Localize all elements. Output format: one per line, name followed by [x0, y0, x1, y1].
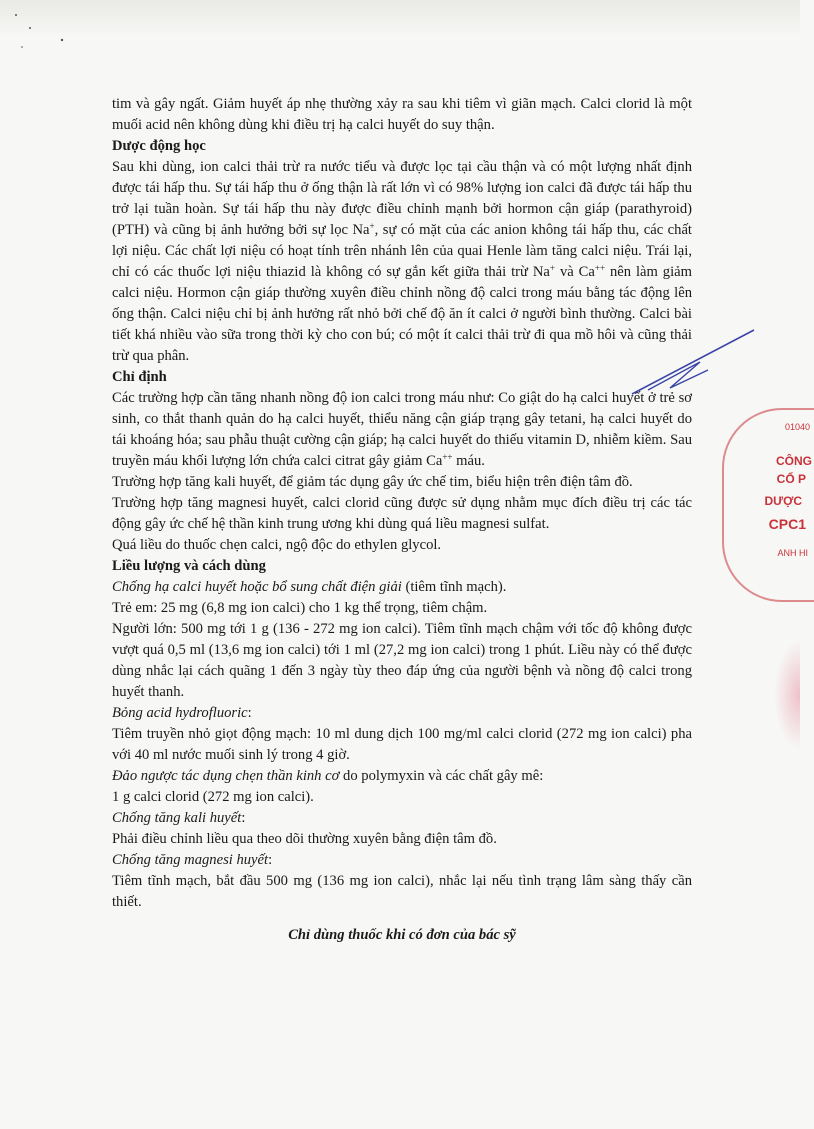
stamp-text-2: CỔ P	[776, 472, 806, 486]
document-body	[112, 94, 692, 946]
stamp-text-5: ANH HI	[777, 548, 808, 558]
ind-text-part-1: Các trường hợp cần tăng nhanh nồng độ ion calci trong máu như: Co giật do hạ calci huyết ở trẻ sơ sinh, co thắt thanh quản do hạ calci huyết, thiểu năng cận giáp trạng gây tetani, hạ calci huyết do tái khoáng hóa; sau phẫu thuật cường cận giáp; hạ calci huyết do thiếu vitamin D, nhiễm kiềm. Sau truyền máu khối lượng lớn chứa calci citrat gây giảm Ca	[112, 390, 692, 469]
ca-charge: ++	[442, 452, 453, 462]
dosage-s5-italic-title: Chống tăng magnesi huyết	[112, 852, 269, 868]
ca-charge: ++	[594, 263, 606, 273]
dosage-subsection-2-title	[112, 703, 692, 724]
dosage-s4-italic-title: Chống tăng kali huyết	[112, 810, 242, 826]
indications-paragraph-3: Trường hợp tăng magnesi huyết, calci clorid cũng được sử dụng nhằm mục đích điều trị các tác động gây ức chế hệ thần kinh trung ương khi dùng quá liều magnesi sulfat.	[112, 495, 692, 532]
na-charge: +	[549, 263, 555, 273]
dosage-s3-italic-title: Đảo ngược tác dụng chẹn thần kinh cơ	[112, 768, 340, 784]
stamp-text-1: CÔNG	[776, 454, 812, 468]
indications-paragraph-1	[112, 388, 692, 472]
stamp-code: 01040	[784, 422, 810, 432]
dosage-s4-colon: :	[241, 810, 246, 826]
dosage-s2-italic-title: Bỏng acid hydrofluoric	[112, 705, 248, 721]
dosage-subsection-3-title	[112, 766, 692, 787]
prescription-only-note: Chỉ dùng thuốc khi có đơn của bác sỹ	[288, 927, 516, 943]
pk-text-part-2: , sự có mặt của các anion không tái hấp thu, các chất lợi niệu. Các chất lợi niệu có hoạt tính trên nhánh lên của quai Henle làm tăng calci niệu. Trái lại, chỉ có các thuốc lợi niệu thiazid là không có sự gắn kết giữa thải trừ Na	[112, 222, 692, 280]
dosage-subsection-4-title	[112, 808, 692, 829]
dosage-s3-rest: do polymyxin và các chất gây mê:	[339, 768, 544, 784]
dosage-s5-colon: :	[268, 852, 273, 868]
section-heading-pharmacokinetics: Dược động học	[112, 138, 206, 154]
pk-text-part-3: và Ca	[555, 264, 595, 280]
dosage-s1-route: (tiêm tĩnh mạch).	[401, 579, 507, 595]
indications-paragraph-4: Quá liều do thuốc chẹn calci, ngộ độc do ethylen glycol.	[112, 537, 442, 553]
dosage-s4-text: Phải điều chỉnh liều qua theo dõi thường xuyên bằng điện tâm đồ.	[112, 831, 497, 847]
section-heading-dosage: Liều lượng và cách dùng	[112, 558, 266, 574]
dosage-s3-text: 1 g calci clorid (272 mg ion calci).	[112, 789, 314, 805]
pk-text-part-4: nên làm giảm calci niệu. Hormon cận giáp thường xuyên điều chỉnh nồng độ calci trong máu bằng tác động lên ống thận. Calci niệu chỉ bị ảnh hưởng rất nhỏ bởi chế độ ăn ít calci ở người bình thường. Calci bài tiết khá nhiều vào sữa trong thời kỳ cho con bú; có một ít calci thải trừ đi qua mồ hôi và cũng thải trừ qua phân.	[112, 264, 692, 364]
intro-paragraph: tim và gây ngất. Giảm huyết áp nhẹ thường xảy ra sau khi tiêm vì giãn mạch. Calci clorid là một muối acid nên không dùng khi điều trị hạ calci huyết do suy thận.	[112, 96, 692, 133]
dosage-subsection-1-title	[112, 577, 692, 598]
pk-text-part-1: Sau khi dùng, ion calci thải trừ ra nước tiểu và được lọc tại cầu thận và có một lượng nhất định được tái hấp thu. Sự tái hấp thu ở ống thận là rất lớn vì có 98% lượng ion calci đã được tái hấp thu trở lại tuần hoàn. Sự tái hấp thu này được điều chỉnh mạnh bởi hormon cận giáp (parathyroid) (PTH) và cũng bị ảnh hưởng bởi sự lọc Na	[112, 159, 692, 238]
scan-specks	[0, 0, 800, 80]
indications-paragraph-2: Trường hợp tăng kali huyết, để giảm tác dụng gây ức chế tim, biểu hiện trên điện tâm đồ.	[112, 474, 633, 490]
dosage-s5-text: Tiêm tĩnh mạch, bắt đầu 500 mg (136 mg ion calci), nhắc lại nếu tình trạng lâm sàng thấy cần thiết.	[112, 873, 692, 910]
stamp-text-4: CPC1	[768, 516, 806, 532]
dosage-child: Trẻ em: 25 mg (6,8 mg ion calci) cho 1 kg thể trọng, tiêm chậm.	[112, 600, 488, 616]
company-stamp	[744, 408, 814, 608]
dosage-subsection-5-title	[112, 850, 692, 871]
ind-text-part-2: máu.	[452, 453, 485, 469]
pharmacokinetics-paragraph	[112, 157, 692, 367]
stamp-text-3: DƯỢC	[764, 494, 802, 508]
pen-signature-mark	[630, 318, 760, 398]
margin-smudge	[774, 640, 800, 750]
section-heading-indications: Chỉ định	[112, 369, 167, 385]
dosage-s2-colon: :	[247, 705, 252, 721]
dosage-adult: Người lớn: 500 mg tới 1 g (136 - 272 mg ion calci). Tiêm tĩnh mạch chậm với tốc độ không được vượt quá 0,5 ml (13,6 mg ion calci) tới 1 ml (27,2 mg ion calci) trong 1 phút. Liều này có thể được dùng nhắc lại cách quãng 1 đến 3 ngày tùy theo đáp ứng của người bệnh và nồng độ calci trong huyết thanh.	[112, 621, 692, 700]
na-charge: +	[369, 221, 375, 231]
dosage-s1-italic-title: Chống hạ calci huyết hoặc bổ sung chất điện giải	[112, 579, 402, 595]
dosage-s2-text: Tiêm truyền nhỏ giọt động mạch: 10 ml dung dịch 100 mg/ml calci clorid (272 mg ion calci) pha với 40 ml nước muối sinh lý trong 4 giờ.	[112, 726, 692, 763]
